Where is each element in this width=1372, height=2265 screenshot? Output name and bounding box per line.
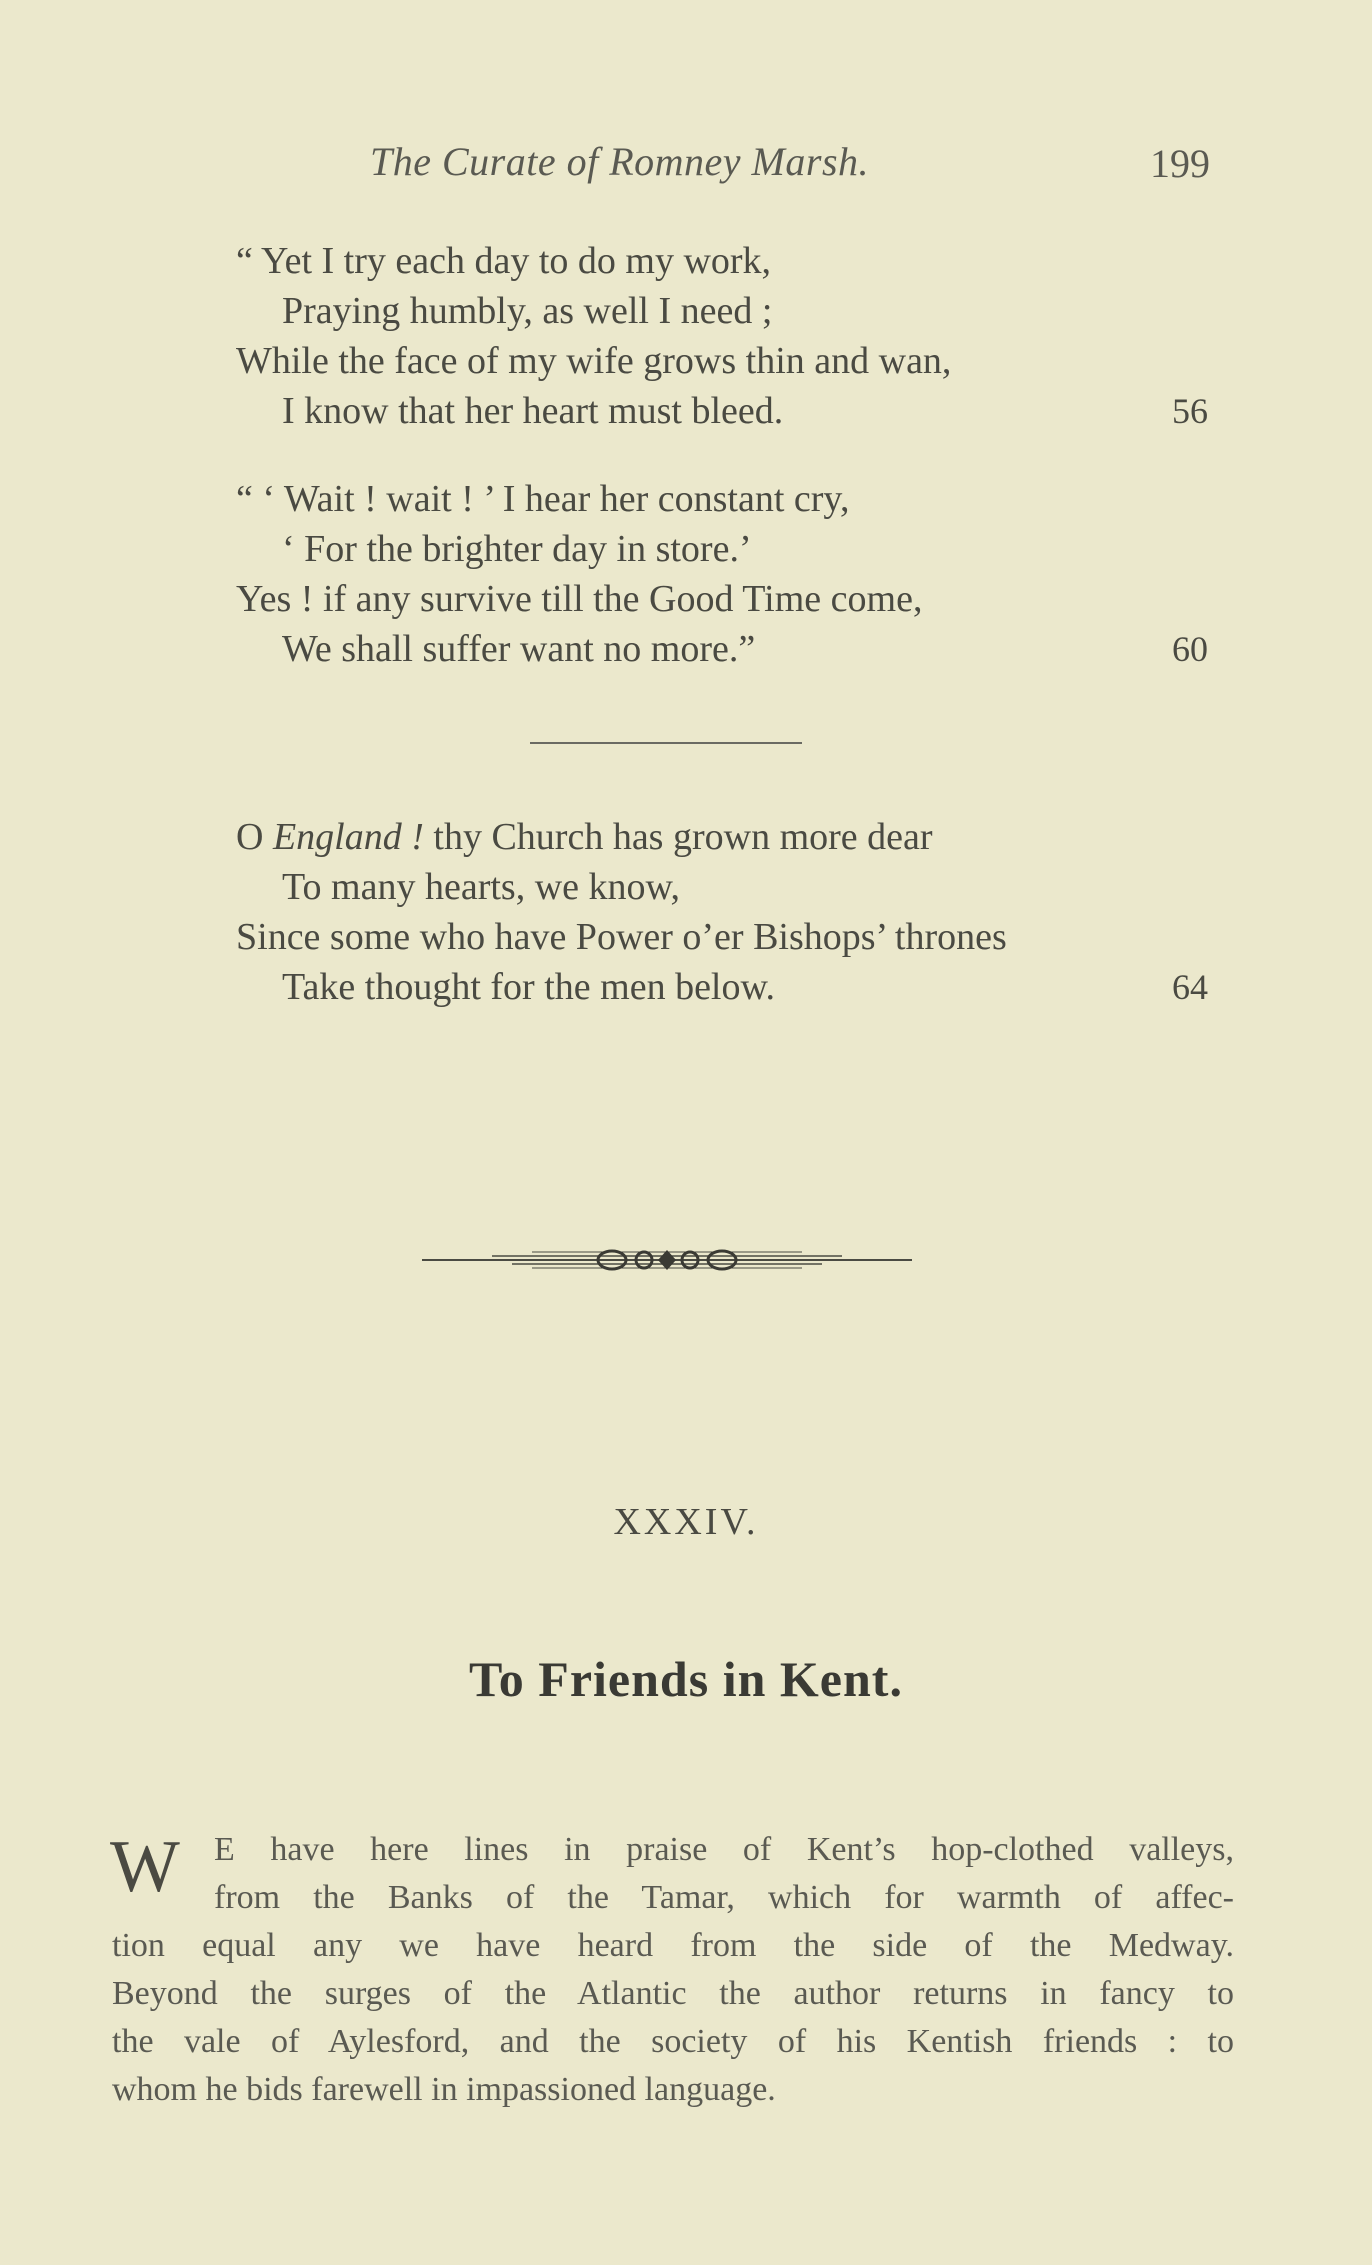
verse-line: We shall suffer want no more.” 60 [236,624,1236,674]
verse-line: Since some who have Power o’er Bishops’ thrones [236,916,1007,958]
running-title: The Curate of Romney Marsh. [370,139,870,184]
italic-word: England ! [272,816,424,858]
section-title: To Friends in Kent. [469,1651,903,1707]
page-header [0,138,1372,188]
page-number: 199 [1150,141,1210,186]
verse-line: While the face of my wife grows thin and wan, [236,340,952,382]
prose-line: tion equal any we have heard from the side of the Medway. [112,1927,1234,1964]
stanza-1 [236,236,1236,436]
prose-line: from the Banks of the Tamar, which for warmth of affec- [214,1879,1234,1916]
prose-line: E have here lines in praise of Kent’s hop-clothed valleys, [214,1831,1234,1868]
prose-paragraph [112,1826,1234,2114]
drop-cap: W [110,1826,180,1908]
stanza-3 [236,812,1236,1012]
ornament-divider-icon [422,1240,912,1280]
verse-line: “ ‘ Wait ! wait ! ’ I hear her constant cry, [236,478,850,520]
prose-line: the vale of Aylesford, and the society of his Kentish friends : to [112,2023,1234,2060]
verse-line: Praying humbly, as well I need ; [282,290,773,332]
verse-line: Take thought for the men below. 64 [236,962,1236,1012]
stanza-2 [236,474,1236,674]
line-number: 56 [1172,391,1208,431]
line-number: 64 [1172,967,1208,1007]
section-number: XXXIV. [613,1501,759,1543]
verse-line: “ Yet I try each day to do my work, [236,240,772,282]
verse-line: I know that her heart must bleed. 56 [236,386,1236,436]
prose-line: whom he bids farewell in impassioned language. [112,2071,776,2108]
prose-line: Beyond the surges of the Atlantic the author returns in fancy to [112,1975,1234,2012]
verse-line: To many hearts, we know, [282,866,680,908]
section-divider-rule [530,742,802,744]
line-number: 60 [1172,629,1208,669]
verse-line: ‘ For the brighter day in store.’ [282,528,752,570]
verse-line: O England ! thy Church has grown more dear [236,816,933,858]
verse-line: Yes ! if any survive till the Good Time come, [236,578,923,620]
